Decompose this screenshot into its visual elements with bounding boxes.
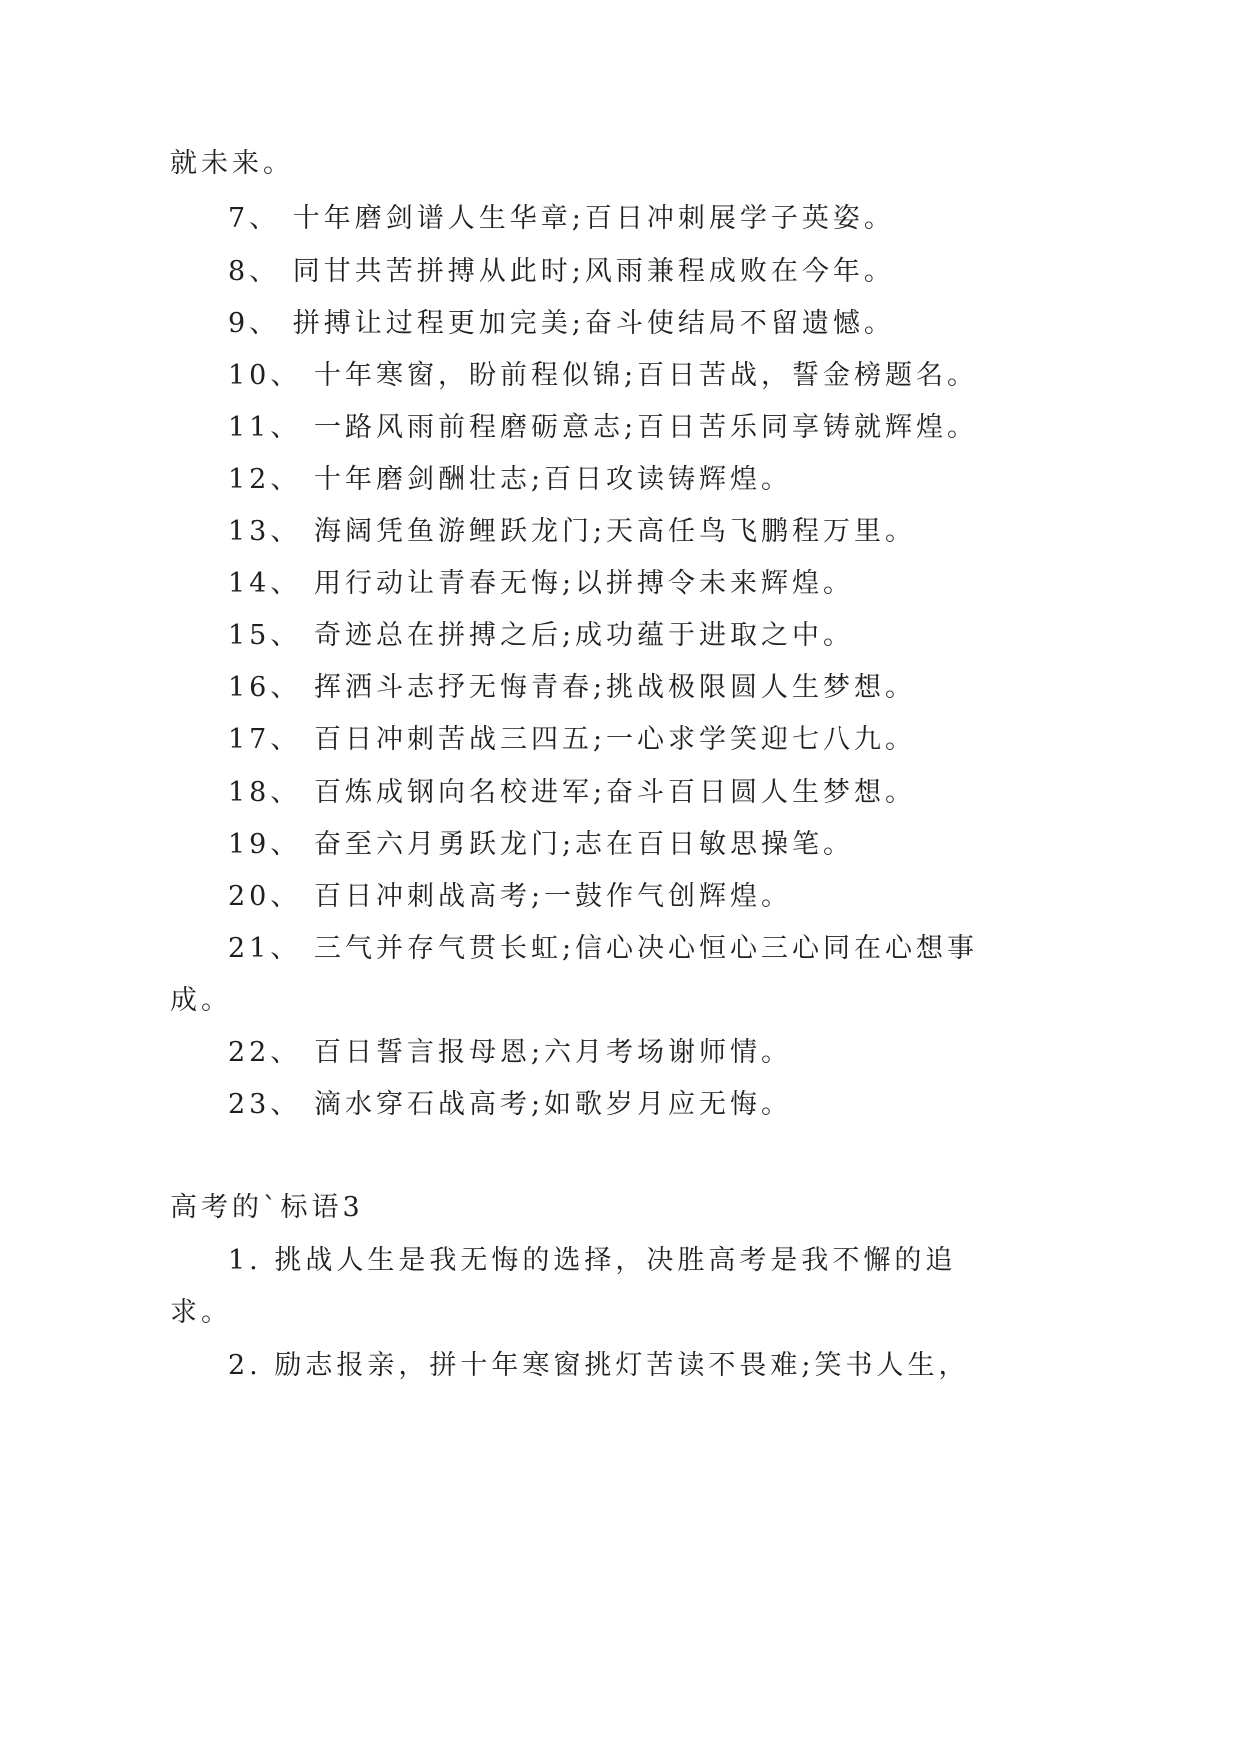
list-item: 11、 一路风雨前程磨砺意志;百日苦乐同享铸就辉煌。 xyxy=(228,412,979,443)
list-item: 2. 励志报亲，拼十年寒窗挑灯苦读不畏难;笑书人生， xyxy=(228,1350,970,1381)
list-item: 16、 挥洒斗志抒无悔青春;挑战极限圆人生梦想。 xyxy=(228,672,917,703)
list-item: 18、 百炼成钢向名校进军;奋斗百日圆人生梦想。 xyxy=(228,777,917,808)
text-line: 成。 xyxy=(170,985,232,1016)
list-item: 9、 拼搏让过程更加完美;奋斗使结局不留遗憾。 xyxy=(228,308,895,339)
list-item: 1. 挑战人生是我无悔的选择，决胜高考是我不懈的追 xyxy=(228,1245,957,1276)
text-line: 求。 xyxy=(170,1297,232,1328)
list-item: 21、 三气并存气贯长虹;信心决心恒心三心同在心想事 xyxy=(228,933,979,964)
list-item: 13、 海阔凭鱼游鲤跃龙门;天高任鸟飞鹏程万里。 xyxy=(228,516,917,547)
text-line: 就未来。 xyxy=(170,148,294,179)
list-item: 14、 用行动让青春无悔;以拼搏令未来辉煌。 xyxy=(228,568,855,599)
list-item: 15、 奇迹总在拼搏之后;成功蕴于进取之中。 xyxy=(228,620,855,651)
list-item: 20、 百日冲刺战高考;一鼓作气创辉煌。 xyxy=(228,881,793,912)
list-item: 8、 同甘共苦拼搏从此时;风雨兼程成败在今年。 xyxy=(228,256,895,287)
list-item: 7、 十年磨剑谱人生华章;百日冲刺展学子英姿。 xyxy=(228,203,895,234)
list-item: 23、 滴水穿石战高考;如歌岁月应无悔。 xyxy=(228,1089,793,1120)
list-item: 22、 百日誓言报母恩;六月考场谢师情。 xyxy=(228,1037,793,1068)
list-item: 10、 十年寒窗，盼前程似锦;百日苦战，誓金榜题名。 xyxy=(228,360,979,391)
list-item: 17、 百日冲刺苦战三四五;一心求学笑迎七八九。 xyxy=(228,724,917,755)
list-item: 12、 十年磨剑酬壮志;百日攻读铸辉煌。 xyxy=(228,464,793,495)
list-item: 19、 奋至六月勇跃龙门;志在百日敏思操笔。 xyxy=(228,829,855,860)
section-heading: 高考的`标语3 xyxy=(170,1192,364,1223)
